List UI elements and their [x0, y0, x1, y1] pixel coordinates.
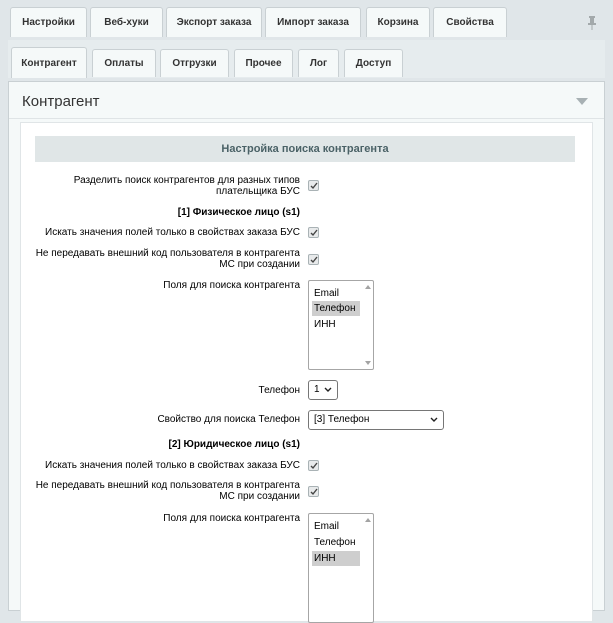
section-header: Настройка поиска контрагента	[35, 136, 575, 162]
list-item[interactable]: Email	[314, 288, 340, 299]
split-search-label: Разделить поиск контрагентов для разных типов плательщика БУС	[73, 175, 300, 197]
panel-title: Контрагент	[22, 93, 100, 110]
subtab-access[interactable]: Доступ	[344, 49, 403, 77]
person-fields-listbox[interactable]	[308, 280, 374, 370]
phone-select[interactable]: 1	[308, 380, 338, 400]
list-item[interactable]: ИНН	[312, 551, 360, 566]
company-heading: [2] Юридическое лицо (s1)	[168, 439, 300, 450]
chevron-down-icon	[324, 387, 332, 393]
company-no-ext-code-checkbox[interactable]	[308, 486, 319, 497]
tab-settings[interactable]: Настройки	[10, 7, 87, 37]
tab-order-import[interactable]: Импорт заказа	[265, 7, 361, 37]
tab-cart[interactable]: Корзина	[366, 7, 430, 37]
person-fields-label: Поля для поиска контрагента	[163, 280, 300, 291]
person-search-in-props-checkbox[interactable]	[308, 227, 319, 238]
company-no-ext-code-label: Не передавать внешний код пользователя в контрагента МС при создании	[35, 480, 300, 502]
list-item[interactable]: Телефон	[314, 537, 356, 548]
person-no-ext-code-checkbox[interactable]	[308, 254, 319, 265]
counterparty-panel	[8, 81, 605, 611]
list-item[interactable]: Email	[314, 521, 340, 532]
scroll-up-icon[interactable]	[365, 285, 371, 289]
chevron-down-icon[interactable]	[576, 98, 588, 106]
tab-properties[interactable]: Свойства	[433, 7, 507, 37]
phone-prop-select[interactable]: [3] Телефон	[308, 410, 444, 430]
person-heading: [1] Физическое лицо (s1)	[177, 207, 300, 218]
scroll-up-icon[interactable]	[365, 518, 371, 522]
panel-divider	[9, 118, 604, 119]
scroll-down-icon[interactable]	[365, 361, 371, 365]
split-search-checkbox[interactable]	[308, 180, 319, 191]
sub-tab-bar	[8, 40, 605, 78]
top-tab-bar	[10, 7, 605, 39]
scrollbar[interactable]	[363, 514, 373, 622]
tab-webhooks[interactable]: Веб-хуки	[90, 7, 163, 37]
company-search-in-props-label: Искать значения полей только в свойствах заказа БУС	[45, 460, 300, 471]
chevron-down-icon	[430, 417, 438, 423]
person-search-in-props-label: Искать значения полей только в свойствах заказа БУС	[45, 227, 300, 238]
subtab-counterparty[interactable]: Контрагент	[11, 47, 87, 78]
scrollbar[interactable]	[363, 281, 373, 369]
subtab-log[interactable]: Лог	[298, 49, 339, 77]
company-fields-listbox[interactable]	[308, 513, 374, 623]
list-item[interactable]: ИНН	[314, 319, 336, 330]
company-fields-label: Поля для поиска контрагента	[163, 513, 300, 524]
tab-order-export[interactable]: Экспорт заказа	[166, 7, 262, 37]
subtab-shipments[interactable]: Отгрузки	[160, 49, 229, 77]
phone-prop-label: Свойство для поиска Телефон	[157, 414, 300, 425]
settings-form	[20, 122, 593, 622]
person-no-ext-code-label: Не передавать внешний код пользователя в контрагента МС при создании	[35, 248, 300, 270]
pin-icon[interactable]	[587, 16, 597, 30]
subtab-payments[interactable]: Оплаты	[92, 49, 156, 77]
subtab-other[interactable]: Прочее	[234, 49, 293, 77]
company-search-in-props-checkbox[interactable]	[308, 460, 319, 471]
list-item[interactable]: Телефон	[312, 301, 360, 316]
phone-label: Телефон	[258, 385, 300, 396]
